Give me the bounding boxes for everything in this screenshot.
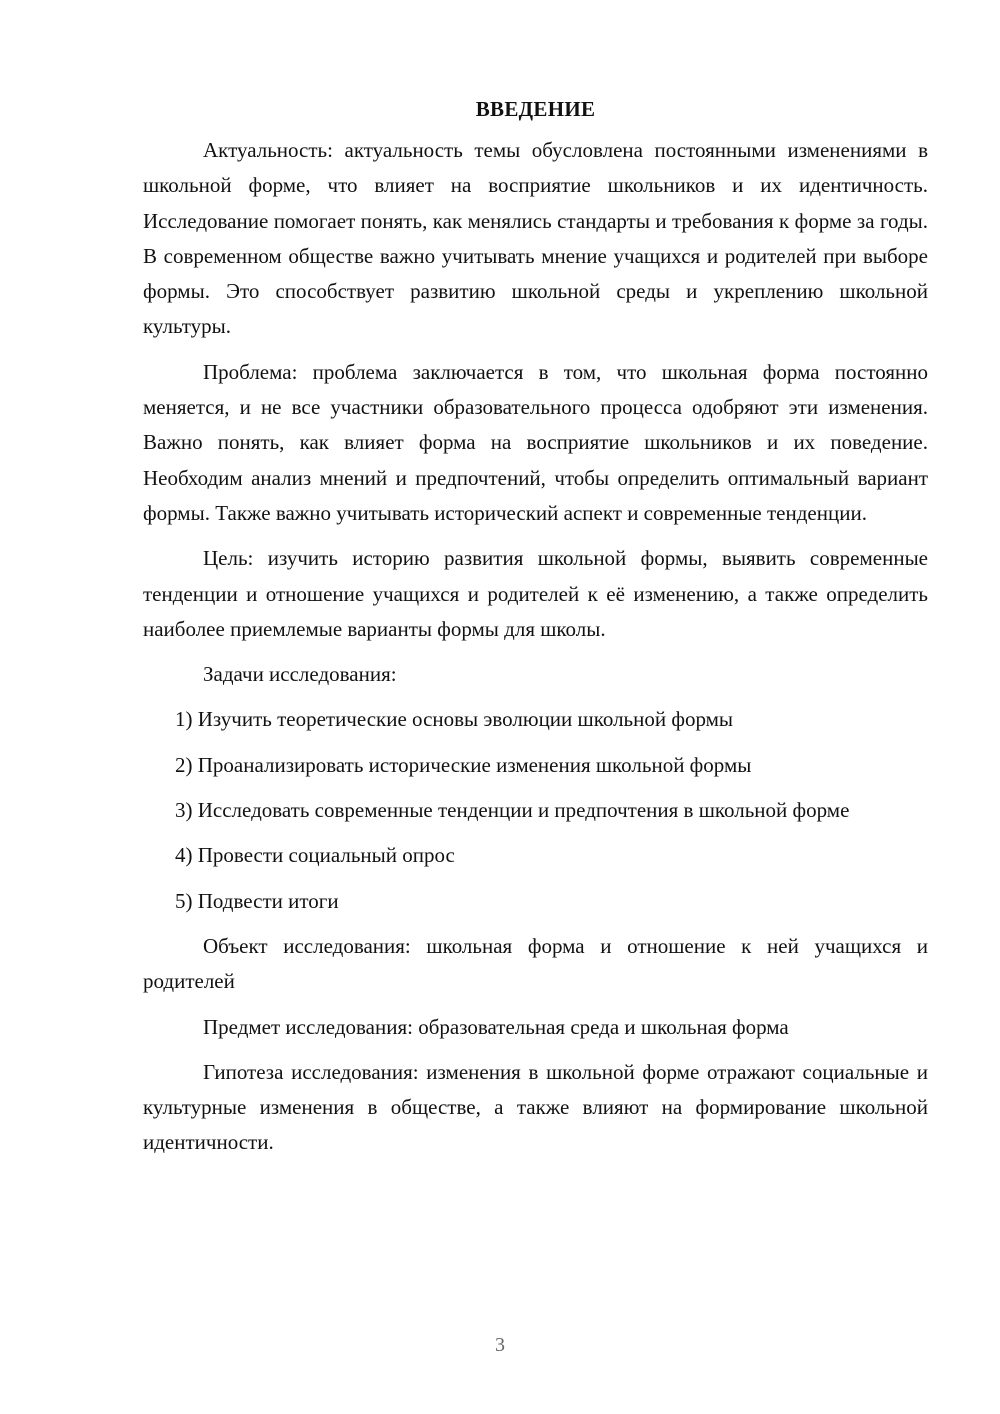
document-page <box>143 92 928 1171</box>
list-item: 4) Провести социальный опрос <box>175 843 455 868</box>
list-item: 3) Исследовать современные тенденции и предпочтения в школьной форме <box>175 798 850 823</box>
paragraph-goal: Цель: изучить историю развития школьной формы, выявить современные тенденции и отношение учащихся и родителей к её изменению, а также определить наиболее приемлемые варианты формы для школы. <box>143 546 928 641</box>
paragraph-subject: Предмет исследования: образовательная среда и школьная форма <box>203 1014 789 1039</box>
page-title: ВВЕДЕНИЕ <box>475 97 596 121</box>
list-item: 5) Подвести итоги <box>175 888 339 913</box>
tasks-heading: Задачи исследования: <box>203 662 397 687</box>
paragraph-relevance: Актуальность: актуальность темы обусловлена постоянными изменениями в школьной форме, что влияет на восприятие школьников и их идентичность. Исследование помогает понять, как менялись стандарты и требования к форме за годы. В современном обществе важно учитывать мнение учащихся и родителей при выборе формы. Это способствует развитию школьной среды и укреплению школьной культуры. <box>143 138 928 339</box>
paragraph-object: Объект исследования: школьная форма и отношение к ней учащихся и родителей <box>143 933 928 994</box>
list-item: 2) Проанализировать исторические изменения школьной формы <box>175 752 752 777</box>
list-item: 1) Изучить теоретические основы эволюции школьной формы <box>175 707 734 732</box>
page-number: 3 <box>495 1334 505 1356</box>
paragraph-hypothesis: Гипотеза исследования: изменения в школьной форме отражают социальные и культурные изменения в обществе, а также влияют на формирование школьной идентичности. <box>143 1059 928 1155</box>
tasks-list <box>143 702 928 918</box>
paragraph-problem: Проблема: проблема заключается в том, что школьная форма постоянно меняется, и не все участники образовательного процесса одобряют эти изменения. Важно понять, как влияет форма на восприятие школьников и их поведение. Необходим анализ мнений и предпочтений, чтобы определить оптимальный вариант формы. Также важно учитывать исторический аспект и современные тенденции. <box>143 359 928 525</box>
